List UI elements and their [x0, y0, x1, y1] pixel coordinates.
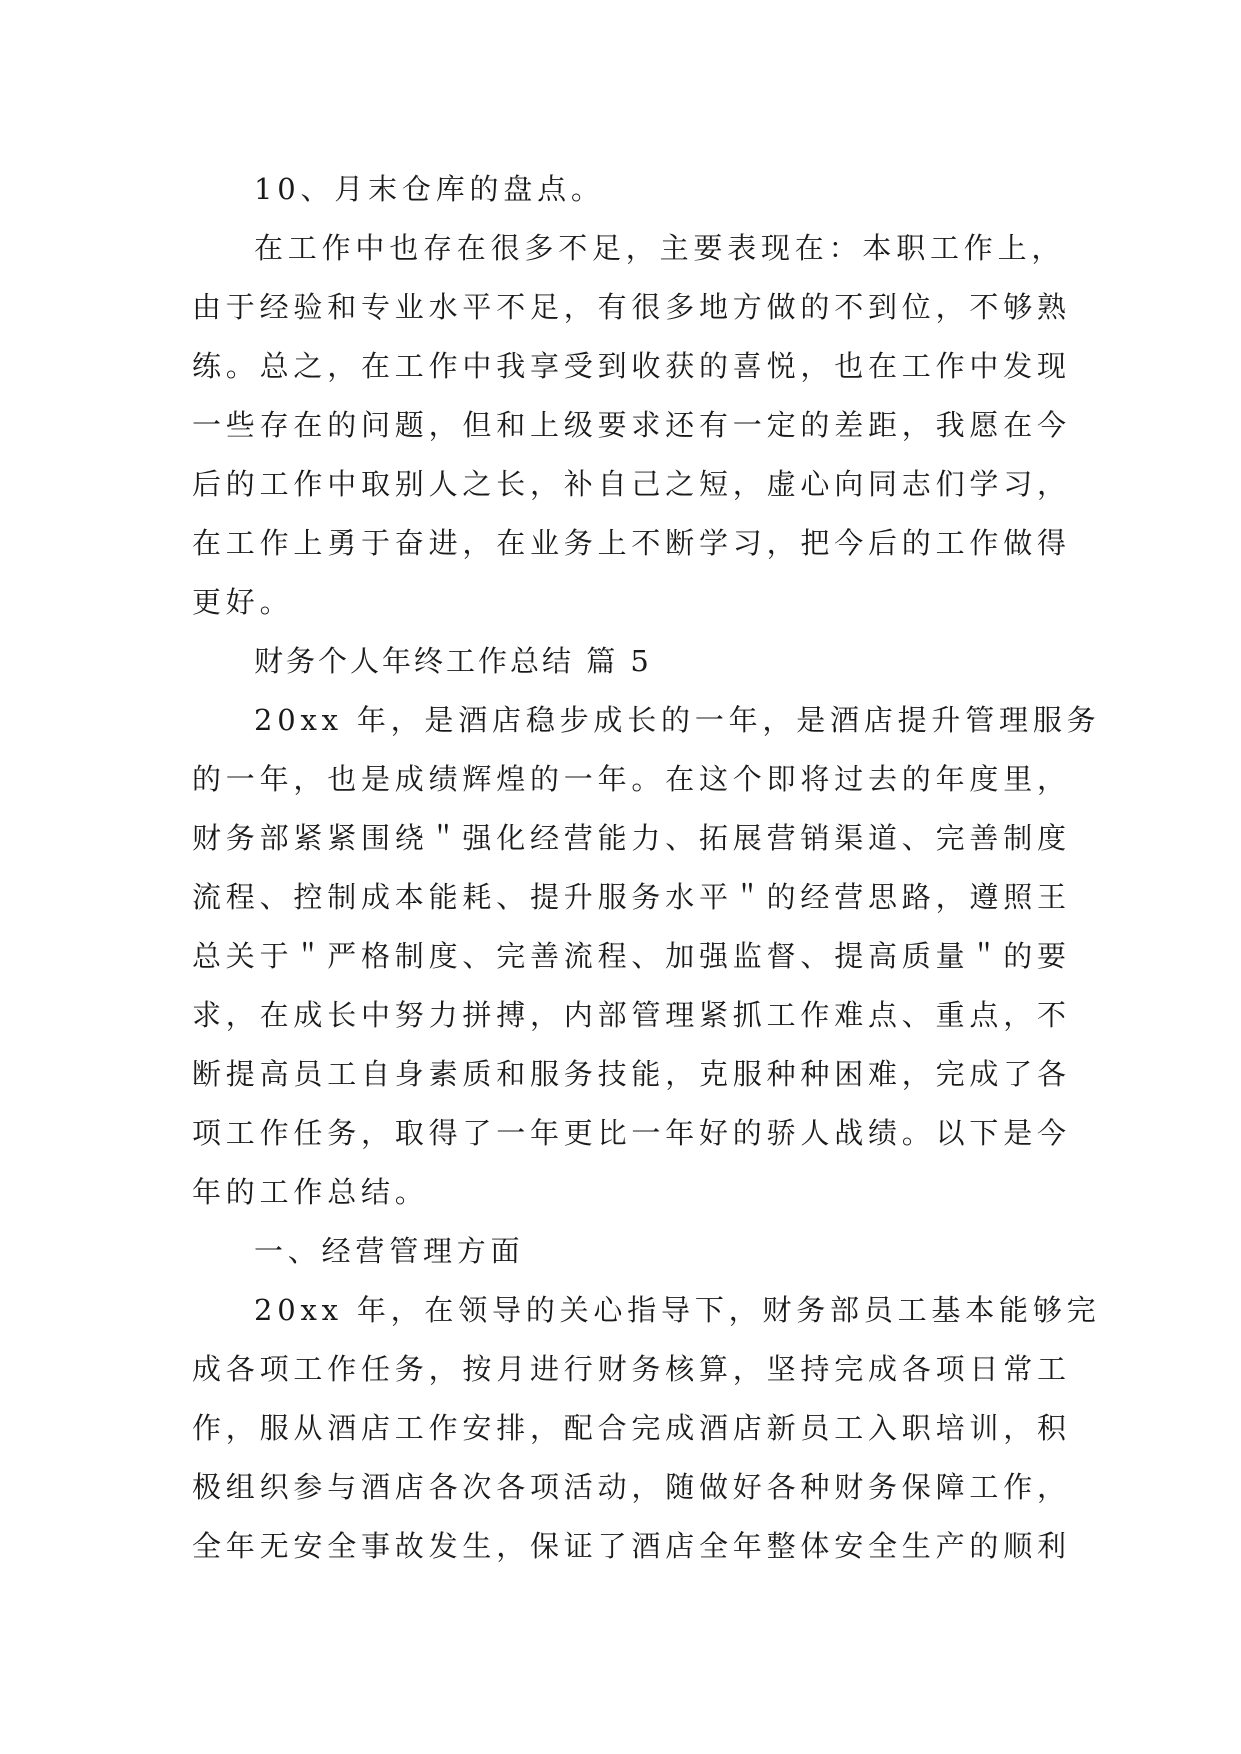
paragraph-line: 由于经验和专业水平不足，有很多地方做的不到位，不够熟 — [192, 290, 1071, 324]
paragraph-line: 全年无安全事故发生，保证了酒店全年整体安全生产的顺利 — [192, 1529, 1071, 1563]
paragraph-line: 一些存在的问题，但和上级要求还有一定的差距，我愿在今 — [192, 408, 1071, 442]
paragraph-line: 练。总之，在工作中我享受到收获的喜悦，也在工作中发现 — [192, 349, 1071, 383]
paragraph-line: 断提高员工自身素质和服务技能，克服种种困难，完成了各 — [192, 1057, 1071, 1091]
paragraph-line: 的一年，也是成绩辉煌的一年。在这个即将过去的年度里， — [192, 762, 1071, 796]
paragraph-line: 20xx 年，是酒店稳步成长的一年，是酒店提升管理服务 — [254, 703, 1101, 737]
paragraph-line: 作，服从酒店工作安排，配合完成酒店新员工入职培训，积 — [192, 1411, 1071, 1445]
section-heading: 财务个人年终工作总结 篇 5 — [254, 644, 652, 678]
paragraph-line: 更好。 — [192, 585, 294, 619]
paragraph-line: 财务部紧紧围绕＂强化经营能力、拓展营销渠道、完善制度 — [192, 821, 1071, 855]
paragraph-line: 成各项工作任务，按月进行财务核算，坚持完成各项日常工 — [192, 1352, 1071, 1386]
paragraph-line: 极组织参与酒店各次各项活动，随做好各种财务保障工作， — [192, 1470, 1071, 1504]
paragraph-line: 求，在成长中努力拼搏，内部管理紧抓工作难点、重点，不 — [192, 998, 1071, 1032]
paragraph-line: 在工作上勇于奋进，在业务上不断学习，把今后的工作做得 — [192, 526, 1071, 560]
paragraph-line: 20xx 年，在领导的关心指导下，财务部员工基本能够完 — [254, 1293, 1101, 1327]
paragraph-line: 项工作任务，取得了一年更比一年好的骄人战绩。以下是今 — [192, 1116, 1071, 1150]
subsection-heading: 一、经营管理方面 — [254, 1234, 525, 1268]
paragraph-line: 总关于＂严格制度、完善流程、加强监督、提高质量＂的要 — [192, 939, 1071, 973]
document-body — [192, 160, 1101, 1576]
paragraph-line: 后的工作中取别人之长，补自己之短，虚心向同志们学习， — [192, 467, 1071, 501]
paragraph-line: 年的工作总结。 — [192, 1175, 429, 1209]
paragraph-line: 在工作中也存在很多不足，主要表现在：本职工作上， — [254, 231, 1066, 265]
list-item-10: 10、月末仓库的盘点。 — [254, 172, 605, 206]
paragraph-line: 流程、控制成本能耗、提升服务水平＂的经营思路，遵照王 — [192, 880, 1071, 914]
